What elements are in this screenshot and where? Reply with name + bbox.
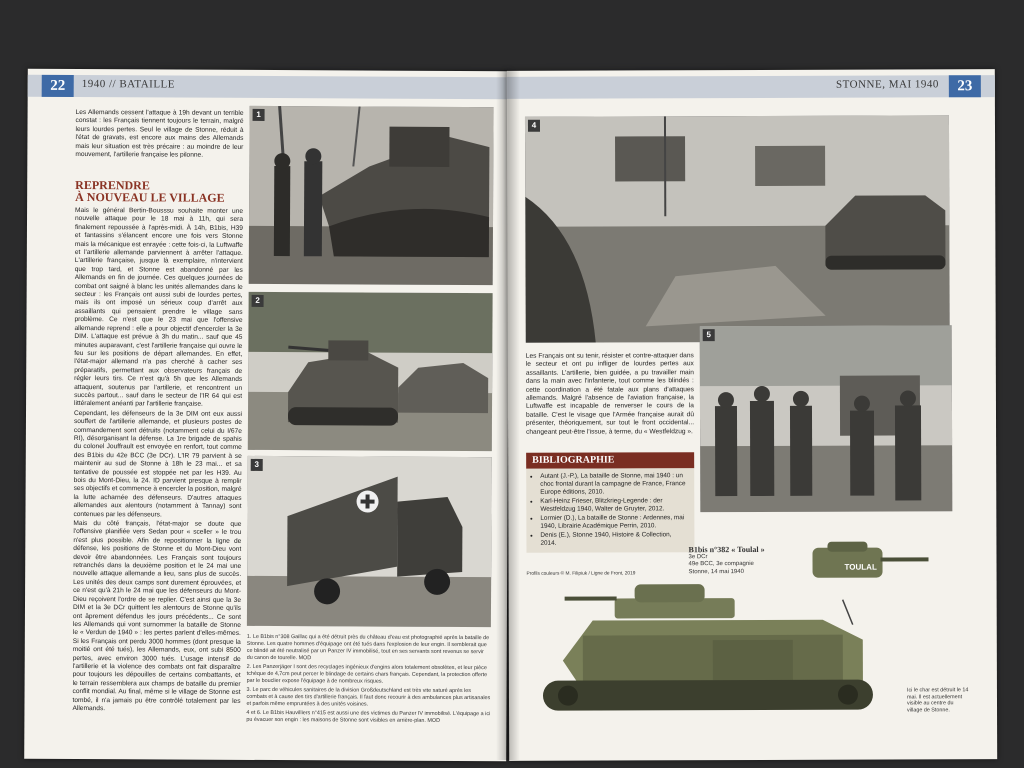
photo-number-badge: 3 xyxy=(251,459,263,471)
page-number: 22 xyxy=(42,75,74,97)
caption-4: 4 et 6. Le B1bis Hauvilliers n°415 est aussi une des victimes du Panzer IV immobilisé. L'équipage a ici pu évacuer son engin : les maisons de Stonne sont visibles en arrière-plan. MOD xyxy=(246,709,491,724)
photo-number-badge: 1 xyxy=(253,109,265,121)
tank-profile-illustration xyxy=(522,539,965,741)
photo-3 xyxy=(247,456,492,627)
photo-number-badge: 2 xyxy=(252,295,264,307)
b1bis-tank-drawing xyxy=(522,539,965,741)
page-number: 23 xyxy=(949,75,981,97)
bibliography-entry: • Lormier (D.), La bataille de Stonne : Ardennes, mai 1940, Librairie Académique Perrin, 2010. xyxy=(540,514,688,531)
photo-5-officers-image xyxy=(700,325,953,512)
photo-4-wreck-image xyxy=(525,115,950,342)
turret-name-text: TOULAL xyxy=(844,562,877,572)
left-page xyxy=(24,69,510,762)
section-title-line1: REPRENDRE xyxy=(75,177,150,193)
running-header: STONNE, MAI 1940 xyxy=(835,78,939,91)
tank-title: B1bis n°382 « Toulal » xyxy=(688,544,765,555)
photo-5 xyxy=(700,325,953,512)
caption-1: 1. Le B1bis n°308 Gaillac qui a été détruit près du château d'eau est photographié après la bataille de Stonne. Les quatre hommes d'équipage ont été tués dans l'explosion de leur engin. Il semblerait que ce blindé ait été neutralisé par un Panzer IV immobilisé, tout en ses servants sont revenus se servir du canon de tourelle. MOD xyxy=(246,633,490,662)
photo-2-panzerjager-image xyxy=(248,292,493,451)
intro-paragraph: Les Allemands cessent l'attaque à 19h devant un terrible constat : les Français tiennent toujours le terrain, malgré leurs lourdes pertes. Seul le village de Stonne, réduit à l'état de gravats, est encore aux mains des Allemands mais leur situation est très précaire : au moindre de leur mouvement, l'artillerie française les pilonne. xyxy=(75,108,244,159)
captions-block xyxy=(246,634,490,725)
photo-4 xyxy=(525,115,950,342)
paragraph: Mais le général Bertin-Bousssu souhaite monter une nouvelle attaque pour le 18 mai à 11h, qui sera finalement repoussée à l'après-midi. À 14h, B1bis, H39 et fantassins s'élancent encore une fois vers Stonne mais la mécanique est enrayée : cette fois-ci, la Luftwaffe et l'artillerie allemande parviennent à arrêter l'attaque. L'artillerie française, jusque là exemplaire, n'intervient que trop tard, et Stonne est abandonné par les Allemands en fin de journée. Ces quelques journées de combat ont saigné à blanc les unités allemandes dans le secteur : les Français ont aussi subi de lourdes pertes, mais ils ont imposé un sérieux coup d'arrêt aux assaillants qui pensaient prendre le village sans problème. Ce n'est que le 23 mai que l'offensive allemande reprend : elle a pour objectif d'encercler la 3e DIM. L'attaque est prévue à 3h du matin... sauf que 45 minutes auparavant, c'est l'artillerie française qui ouvre le feu sur les positions de départ allemandes. En effet, l'état-major allemand n'a pas cherché à cacher ses préparatifs, permettant aux observateurs français de régler leurs tirs. Ce n'est qu'à 5h que les Allemands attaquent, soutenus par l'artillerie, et rencontrent un succès partout... sauf dans le secteur de l'IR 64 qui est littéralement anéanti par l'artillerie française. xyxy=(74,206,244,409)
running-header: 1940 // BATAILLE xyxy=(81,78,176,91)
photo-2 xyxy=(248,292,493,451)
caption-3: 3. Le parc de véhicules sanitaires de la division Großdeutschland est très vite saturé après les combats et à cause des tirs d'artillerie français. Il faut donc recourir à des ambulances plus artisanales et parfois même empruntées à des unités voisines. xyxy=(246,686,491,708)
tank-side-note: Ici le char est détruit le 14 mai. Il est actuellement visible au centre du village de Stonne. xyxy=(906,687,969,714)
photo-1 xyxy=(249,106,494,285)
bibliography-entry: • Karl-Heinz Frieser, Blitzkrieg-Legende : der Westfeldzug 1940, Walter de Gruyter, 2012. xyxy=(540,497,688,514)
photo-1-tank-image xyxy=(249,106,494,285)
section-title-line2: À NOUVEAU LE VILLAGE xyxy=(75,189,225,205)
page-gutter xyxy=(496,70,520,760)
photo-number-badge: 4 xyxy=(528,120,540,132)
bibliography-title: BIBLIOGRAPHIE xyxy=(526,452,694,469)
tank-unit-line1: 3e DCr xyxy=(688,553,708,560)
right-page xyxy=(507,69,997,761)
photo-number-badge: 5 xyxy=(703,329,715,341)
caption-2: 2. Les Panzerjäger I sont des recyclages ingénieux d'engins alors totalement obsolètes, et leur pièce tchèque de 4,7cm peut percer le blindage de certains chars français. Cependant, la protection offerte par le bouclier expose l'équipage à de nombreux risques. xyxy=(246,663,488,685)
bibliography-entry: • Autant (J.-P.), La bataille de Stonne, mai 1940 : un choc frontal durant la campagne de France, France Europe éditions, 2010. xyxy=(540,472,688,497)
paragraph: Mais du côté français, l'état-major se doute que l'offensive planifiée vers Sedan pour « sceller » le trou n'est plus possible. Afin de repositionner la ligne de défense, les positions de Stonne et du Mont-Dieu vont devoir être abandonnées. Les Français sont toujours retranchés dans la deuxième position et le 24 mai une nouvelle attaque allemande a lieu, sans plus de succès. Les unités des deux camps sont durement éprouvées, et ce n'est qu'à 21h le 24 mai que les défenseurs du Mont-Dieu reçoivent l'ordre de se replier. C'est ainsi que la 3e DIM et la 3e DCr quittent les alentours de Stonne qu'ils ont âprement défendus les jours précédents... Ce sont les Allemands qui vont surnommer la bataille de Stonne le « Verdun de 1940 » : les pertes parlent d'elles-mêmes. Si les Français ont perdu 3000 hommes (dont presque la moitié ont été tués), les Allemands, eux, ont subi 8500 pertes, avec environ 3000 tués. L'usage intensif de l'artillerie et la violence des combats ont fait disparaître pour toujours les dépouilles de certains combattants, et le terrain ressemblera aux champs de bataille du premier conflit mondial. Au final, même si le village de Stonne est tombé, il n'a jamais pu être contrôlé totalement par les Allemands. xyxy=(72,520,242,713)
photo-3-ambulance-image xyxy=(247,456,492,627)
paragraph: Cependant, les défenseurs de la 3e DIM ont eux aussi souffert de l'artillerie allemande, et plusieurs postes de commandement sont détruits (notamment celui du I/67e RI), désorganisant la défense. La 1re brigade de spahis du colonel Jouffrault est envoyée en renfort, tout comme des B1bis du 42e BCC (3e DCr). L'IR 79 parvient à se maintenir au sud de Stonne à 18h le 23 mai... et sa tentative de poussée est stoppée net par les H39. Au bois du Mont-Dieu, la 24. ID parvient presque à remplir ses objectifs et commence à encercler la position, malgré la lutte acharnée des défenseurs. D'autres attaques allemandes aux alentours (notamment à Tannay) sont contenues par les défenseurs. xyxy=(73,409,243,519)
tank-unit-line3: Stonne, 14 mai 1940 xyxy=(688,568,744,575)
tank-unit-line2: 49e BCC, 3e compagnie xyxy=(688,560,754,568)
conclusion-paragraph: Les Français ont su tenir, résister et contre-attaquer dans le secteur et ont pu infliger de lourdes pertes aux assaillants. L'artillerie, bien guidée, a pu travailler main dans la main avec l'infanterie, tout comme les blindés : cette coordination a été fatale aux plans d'attaques allemands. Malgré l'absence de l'aviation française, la Luftwaffe est incapable de renverser le cours de la bataille. C'est le visage que l'Armée française aurait dû présenter, théoriquement, sur tout le front occidental... changeant peut-être l'issue, à terme, du « Westfeldzug ». xyxy=(525,352,695,436)
profile-credit: Profils couleurs © M. Filipiuk / Ligne de Front, 2019 xyxy=(526,571,636,577)
section-title xyxy=(75,179,225,204)
bibliography-entry: • Denis (E.), Stonne 1940, Histoire & Collection, 2014. xyxy=(540,531,688,548)
main-article-text xyxy=(72,207,243,753)
